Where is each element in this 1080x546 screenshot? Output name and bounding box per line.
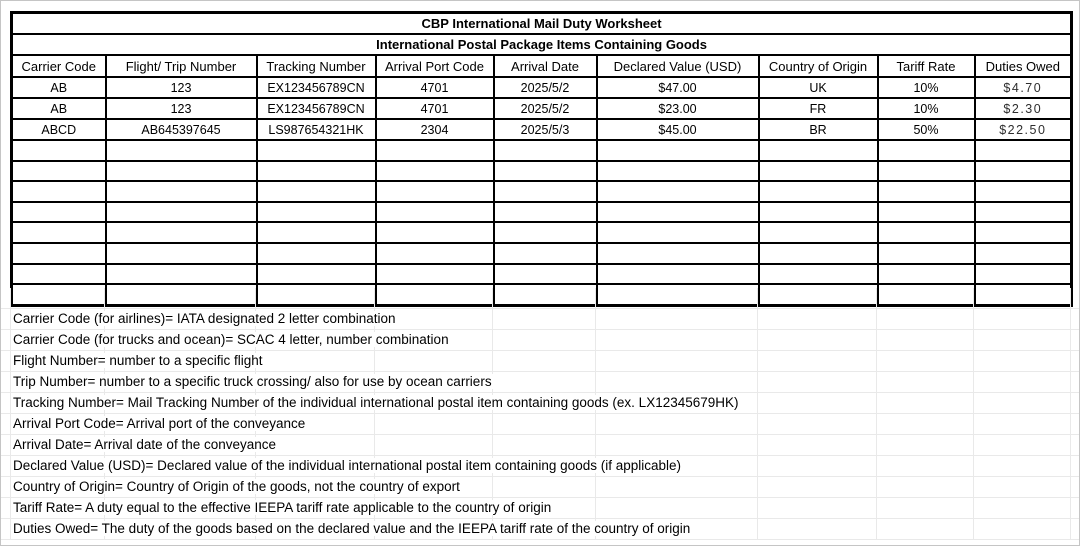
empty-sheet-row[interactable]	[1, 288, 1080, 309]
empty-cell[interactable]	[12, 264, 106, 285]
cell-flight-trip-number[interactable]: 123	[106, 77, 257, 98]
empty-cell[interactable]	[878, 140, 975, 161]
cell-carrier-code[interactable]: AB	[12, 98, 106, 119]
note-row	[1, 309, 1080, 330]
empty-cell[interactable]	[376, 243, 494, 264]
worksheet-subtitle-row	[12, 34, 1072, 55]
empty-cell[interactable]	[494, 140, 597, 161]
column-header-duties-owed: Duties Owed	[975, 55, 1072, 77]
note-line: Arrival Port Code= Arrival port of the conveyance	[13, 416, 311, 431]
cell-arrival-date[interactable]: 2025/5/2	[494, 98, 597, 119]
worksheet-subtitle: International Postal Package Items Containing Goods	[12, 34, 1072, 55]
table-row	[12, 98, 1072, 119]
column-header-carrier-code: Carrier Code	[12, 55, 106, 77]
empty-cell[interactable]	[376, 222, 494, 243]
empty-cell[interactable]	[975, 140, 1072, 161]
column-header-arrival-date: Arrival Date	[494, 55, 597, 77]
note-row	[1, 435, 1080, 456]
cell-duties-owed[interactable]: $4.70	[975, 77, 1072, 98]
cell-duties-owed[interactable]: $22.50	[975, 119, 1072, 140]
note-row	[1, 477, 1080, 498]
note-line: Arrival Date= Arrival date of the conveyance	[13, 437, 282, 452]
cell-arrival-date[interactable]: 2025/5/2	[494, 77, 597, 98]
note-line: Flight Number= number to a specific flight	[13, 353, 269, 368]
empty-cell[interactable]	[759, 140, 878, 161]
empty-cell[interactable]	[494, 161, 597, 182]
empty-cell[interactable]	[12, 222, 106, 243]
note-row	[1, 519, 1080, 540]
cell-declared-value[interactable]: $47.00	[597, 77, 759, 98]
duty-worksheet-table	[10, 11, 1073, 307]
empty-cell[interactable]	[759, 243, 878, 264]
empty-cell[interactable]	[759, 202, 878, 223]
empty-table-row	[12, 243, 1072, 264]
empty-cell[interactable]	[12, 181, 106, 202]
empty-table-row	[12, 202, 1072, 223]
empty-cell[interactable]	[376, 202, 494, 223]
cell-arrival-port-code[interactable]: 2304	[376, 119, 494, 140]
empty-cell[interactable]	[878, 202, 975, 223]
empty-cell[interactable]	[597, 222, 759, 243]
empty-cell[interactable]	[257, 202, 376, 223]
note-line: Declared Value (USD)= Declared value of the individual international postal item containing goods (if applicable)	[13, 458, 687, 473]
empty-cell[interactable]	[494, 264, 597, 285]
empty-cell[interactable]	[975, 181, 1072, 202]
empty-cell[interactable]	[759, 264, 878, 285]
empty-cell[interactable]	[257, 243, 376, 264]
cell-arrival-port-code[interactable]: 4701	[376, 77, 494, 98]
empty-cell[interactable]	[257, 161, 376, 182]
empty-cell[interactable]	[106, 243, 257, 264]
empty-table-row	[12, 222, 1072, 243]
empty-cell[interactable]	[494, 181, 597, 202]
empty-cell[interactable]	[376, 264, 494, 285]
empty-cell[interactable]	[878, 181, 975, 202]
empty-cell[interactable]	[759, 222, 878, 243]
empty-cell[interactable]	[975, 222, 1072, 243]
cell-tariff-rate[interactable]: 10%	[878, 98, 975, 119]
cell-country-of-origin[interactable]: UK	[759, 77, 878, 98]
sheet-gridlines-area	[1, 288, 1080, 540]
empty-cell[interactable]	[494, 222, 597, 243]
column-header-country-of-origin: Country of Origin	[759, 55, 878, 77]
empty-cell[interactable]	[376, 140, 494, 161]
empty-table-row	[12, 161, 1072, 182]
empty-cell[interactable]	[494, 202, 597, 223]
empty-cell[interactable]	[597, 202, 759, 223]
empty-cell[interactable]	[12, 243, 106, 264]
empty-cell[interactable]	[106, 181, 257, 202]
column-header-arrival-port-code: Arrival Port Code	[376, 55, 494, 77]
notes-section	[1, 309, 1080, 540]
note-row	[1, 351, 1080, 372]
cell-flight-trip-number[interactable]: AB645397645	[106, 119, 257, 140]
empty-cell[interactable]	[257, 181, 376, 202]
cell-flight-trip-number[interactable]: 123	[106, 98, 257, 119]
empty-cell[interactable]	[12, 161, 106, 182]
cell-declared-value[interactable]: $23.00	[597, 98, 759, 119]
note-line: Carrier Code (for airlines)= IATA designated 2 letter combination	[13, 311, 402, 326]
table-header-row	[12, 55, 1072, 77]
cell-arrival-date[interactable]: 2025/5/3	[494, 119, 597, 140]
empty-cell[interactable]	[878, 243, 975, 264]
cell-carrier-code[interactable]: AB	[12, 77, 106, 98]
empty-cell[interactable]	[257, 140, 376, 161]
empty-cell[interactable]	[597, 264, 759, 285]
empty-cell[interactable]	[106, 140, 257, 161]
note-line: Tracking Number= Mail Tracking Number of the individual international postal item containing goods (ex. LX12345679HK)	[13, 395, 745, 410]
empty-cell[interactable]	[106, 264, 257, 285]
empty-cell[interactable]	[12, 140, 106, 161]
note-line: Country of Origin= Country of Origin of the goods, not the country of export	[13, 479, 466, 494]
note-line: Carrier Code (for trucks and ocean)= SCAC 4 letter, number combination	[13, 332, 455, 347]
note-row	[1, 498, 1080, 519]
note-row	[1, 393, 1080, 414]
empty-cell[interactable]	[597, 140, 759, 161]
empty-cell[interactable]	[975, 264, 1072, 285]
note-line: Duties Owed= The duty of the goods based on the declared value and the IEEPA tariff rate of the country of origin	[13, 521, 696, 536]
note-row	[1, 456, 1080, 477]
cell-tariff-rate[interactable]: 50%	[878, 119, 975, 140]
empty-cell[interactable]	[106, 202, 257, 223]
empty-table-row	[12, 140, 1072, 161]
cell-duties-owed[interactable]: $2.30	[975, 98, 1072, 119]
cell-declared-value[interactable]: $45.00	[597, 119, 759, 140]
empty-cell[interactable]	[759, 161, 878, 182]
cell-tariff-rate[interactable]: 10%	[878, 77, 975, 98]
empty-table-row	[12, 264, 1072, 285]
empty-cell[interactable]	[975, 202, 1072, 223]
note-row	[1, 414, 1080, 435]
column-header-declared-value: Declared Value (USD)	[597, 55, 759, 77]
empty-cell[interactable]	[597, 243, 759, 264]
column-header-tariff-rate: Tariff Rate	[878, 55, 975, 77]
cell-country-of-origin[interactable]: BR	[759, 119, 878, 140]
empty-cell[interactable]	[878, 161, 975, 182]
empty-table-row	[12, 181, 1072, 202]
cell-arrival-port-code[interactable]: 4701	[376, 98, 494, 119]
note-line: Trip Number= number to a specific truck crossing/ also for use by ocean carriers	[13, 374, 498, 389]
empty-cell[interactable]	[878, 222, 975, 243]
empty-cell[interactable]	[597, 181, 759, 202]
empty-cell[interactable]	[376, 161, 494, 182]
empty-cell[interactable]	[494, 243, 597, 264]
note-line: Tariff Rate= A duty equal to the effective IEEPA tariff rate applicable to the country of origin	[13, 500, 557, 515]
cell-tracking-number[interactable]: EX123456789CN	[257, 77, 376, 98]
empty-cell[interactable]	[106, 222, 257, 243]
note-row	[1, 372, 1080, 393]
empty-cell[interactable]	[975, 243, 1072, 264]
table-row	[12, 77, 1072, 98]
cell-carrier-code[interactable]: ABCD	[12, 119, 106, 140]
empty-cell[interactable]	[759, 181, 878, 202]
cell-country-of-origin[interactable]: FR	[759, 98, 878, 119]
empty-cell[interactable]	[106, 161, 257, 182]
empty-cell[interactable]	[12, 202, 106, 223]
note-row	[1, 330, 1080, 351]
cell-tracking-number[interactable]: EX123456789CN	[257, 98, 376, 119]
worksheet-title-row	[12, 13, 1072, 35]
empty-cell[interactable]	[975, 161, 1072, 182]
table-row	[12, 119, 1072, 140]
empty-cell[interactable]	[878, 264, 975, 285]
column-header-flight-trip-number: Flight/ Trip Number	[106, 55, 257, 77]
empty-cell[interactable]	[376, 181, 494, 202]
empty-cell[interactable]	[257, 264, 376, 285]
column-header-tracking-number: Tracking Number	[257, 55, 376, 77]
empty-cell[interactable]	[257, 222, 376, 243]
cell-tracking-number[interactable]: LS987654321HK	[257, 119, 376, 140]
empty-cell[interactable]	[597, 161, 759, 182]
worksheet-title: CBP International Mail Duty Worksheet	[12, 13, 1072, 35]
